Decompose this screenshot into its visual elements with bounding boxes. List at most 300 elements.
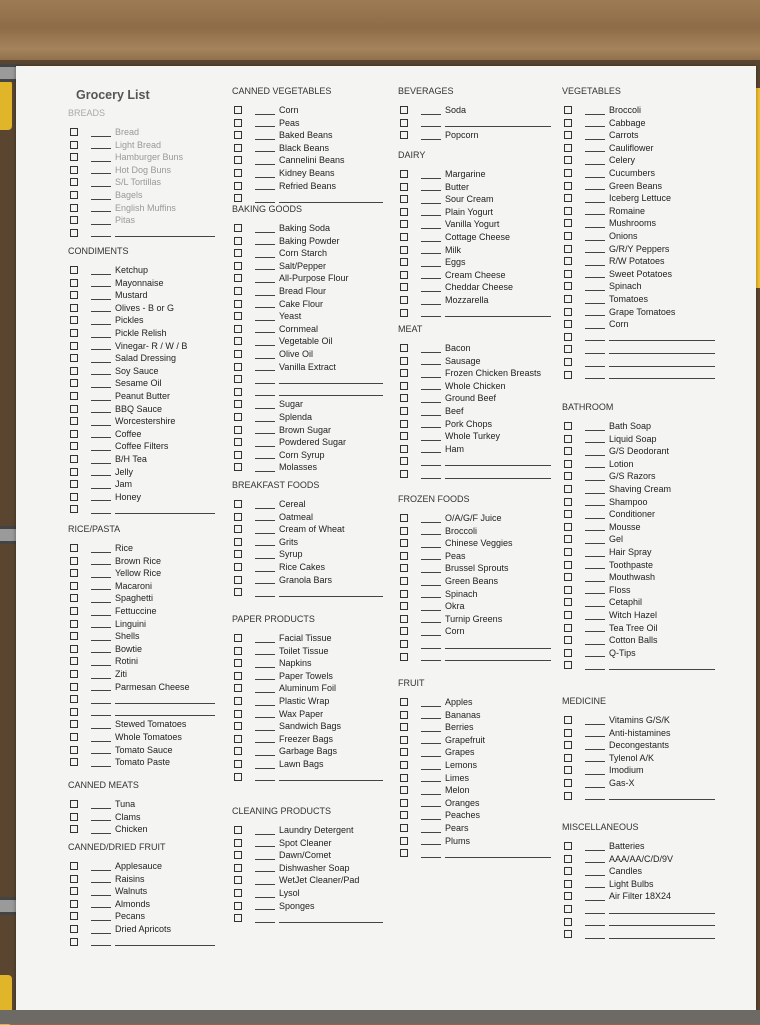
checkbox[interactable] bbox=[70, 405, 78, 413]
list-item bbox=[234, 310, 301, 322]
checkbox[interactable] bbox=[564, 661, 572, 669]
list-item bbox=[234, 142, 329, 154]
checkbox[interactable] bbox=[234, 588, 242, 596]
checkbox[interactable] bbox=[70, 557, 78, 565]
item-label: Syrup bbox=[279, 549, 303, 560]
quantity-blank bbox=[585, 510, 605, 519]
checkbox[interactable] bbox=[70, 708, 78, 716]
checkbox[interactable] bbox=[400, 774, 408, 782]
quantity-blank bbox=[585, 320, 605, 329]
checkbox[interactable] bbox=[234, 735, 242, 743]
checkbox[interactable] bbox=[564, 716, 572, 724]
checkbox[interactable] bbox=[70, 875, 78, 883]
checkbox[interactable] bbox=[400, 640, 408, 648]
checkbox[interactable] bbox=[564, 636, 572, 644]
item-label: Onions bbox=[609, 231, 638, 241]
item-label: Raisins bbox=[115, 873, 145, 884]
checkbox[interactable] bbox=[70, 758, 78, 766]
checkbox[interactable] bbox=[70, 316, 78, 324]
quantity-blank bbox=[91, 366, 111, 375]
item-label: Pickles bbox=[115, 315, 144, 326]
item-label: Plain Yogurt bbox=[445, 206, 494, 217]
checkbox[interactable] bbox=[70, 141, 78, 149]
checkbox[interactable] bbox=[234, 400, 242, 408]
quantity-blank bbox=[585, 156, 605, 165]
list-item bbox=[70, 227, 215, 239]
checkbox[interactable] bbox=[400, 208, 408, 216]
checkbox[interactable] bbox=[70, 862, 78, 870]
quantity-blank bbox=[421, 849, 441, 858]
checkbox[interactable] bbox=[400, 514, 408, 522]
checkbox[interactable] bbox=[70, 191, 78, 199]
checkbox[interactable] bbox=[564, 729, 572, 737]
list-item bbox=[400, 392, 496, 404]
checkbox[interactable] bbox=[234, 262, 242, 270]
checkbox[interactable] bbox=[564, 766, 572, 774]
checkbox[interactable] bbox=[564, 232, 572, 240]
checkbox[interactable] bbox=[564, 131, 572, 139]
checkbox[interactable] bbox=[564, 905, 572, 913]
checkbox[interactable] bbox=[400, 309, 408, 317]
checkbox[interactable] bbox=[234, 106, 242, 114]
checkbox[interactable] bbox=[564, 182, 572, 190]
checkbox[interactable] bbox=[70, 657, 78, 665]
checkbox[interactable] bbox=[234, 363, 242, 371]
checkbox[interactable] bbox=[70, 367, 78, 375]
checkbox[interactable] bbox=[70, 354, 78, 362]
list-item bbox=[564, 356, 715, 368]
list-item bbox=[564, 445, 669, 457]
checkbox[interactable] bbox=[234, 249, 242, 257]
checkbox[interactable] bbox=[70, 229, 78, 237]
checkbox[interactable] bbox=[234, 697, 242, 705]
blank-write-in-line bbox=[609, 358, 715, 367]
list-item bbox=[70, 340, 187, 352]
checkbox[interactable] bbox=[400, 470, 408, 478]
checkbox[interactable] bbox=[70, 430, 78, 438]
list-item bbox=[70, 478, 132, 490]
checkbox[interactable] bbox=[234, 513, 242, 521]
checkbox[interactable] bbox=[70, 480, 78, 488]
checkbox[interactable] bbox=[70, 329, 78, 337]
checkbox[interactable] bbox=[564, 219, 572, 227]
section-heading: DAIRY bbox=[398, 150, 426, 160]
checkbox[interactable] bbox=[234, 451, 242, 459]
checkbox[interactable] bbox=[564, 573, 572, 581]
checkbox[interactable] bbox=[400, 357, 408, 365]
checkbox[interactable] bbox=[70, 505, 78, 513]
checkbox[interactable] bbox=[400, 296, 408, 304]
checkbox[interactable] bbox=[70, 645, 78, 653]
checkbox[interactable] bbox=[564, 472, 572, 480]
quantity-blank bbox=[91, 937, 111, 946]
checkbox[interactable] bbox=[70, 291, 78, 299]
item-label: Pitas bbox=[115, 215, 136, 226]
checkbox[interactable] bbox=[234, 388, 242, 396]
checkbox[interactable] bbox=[70, 166, 78, 174]
checkbox[interactable] bbox=[400, 698, 408, 706]
checkbox[interactable] bbox=[234, 747, 242, 755]
item-label: Whole Tomatoes bbox=[115, 732, 182, 742]
quantity-blank bbox=[421, 514, 441, 523]
checkbox[interactable] bbox=[234, 224, 242, 232]
checkbox[interactable] bbox=[564, 561, 572, 569]
list-item bbox=[70, 126, 139, 138]
checkbox[interactable] bbox=[564, 649, 572, 657]
checkbox[interactable] bbox=[564, 194, 572, 202]
quantity-blank bbox=[421, 577, 441, 586]
checkbox[interactable] bbox=[70, 825, 78, 833]
checkbox[interactable] bbox=[70, 632, 78, 640]
checkbox[interactable] bbox=[564, 842, 572, 850]
checkbox[interactable] bbox=[564, 144, 572, 152]
checkbox[interactable] bbox=[400, 615, 408, 623]
quantity-blank bbox=[91, 266, 111, 275]
checkbox[interactable] bbox=[564, 333, 572, 341]
checkbox[interactable] bbox=[70, 468, 78, 476]
checkbox[interactable] bbox=[564, 611, 572, 619]
checkbox[interactable] bbox=[400, 432, 408, 440]
checkbox[interactable] bbox=[400, 407, 408, 415]
checkbox[interactable] bbox=[234, 889, 242, 897]
checkbox[interactable] bbox=[564, 460, 572, 468]
checkbox[interactable] bbox=[234, 659, 242, 667]
checkbox[interactable] bbox=[70, 128, 78, 136]
checkbox[interactable] bbox=[70, 153, 78, 161]
item-label: Baking Soda bbox=[279, 223, 331, 233]
item-label: Cannelini Beans bbox=[279, 155, 345, 166]
checkbox[interactable] bbox=[234, 287, 242, 295]
item-label: Limes bbox=[445, 772, 470, 783]
checkbox[interactable] bbox=[70, 342, 78, 350]
checkbox[interactable] bbox=[400, 183, 408, 191]
checkbox[interactable] bbox=[70, 417, 78, 425]
checkbox[interactable] bbox=[70, 683, 78, 691]
checkbox[interactable] bbox=[564, 422, 572, 430]
checkbox[interactable] bbox=[234, 463, 242, 471]
checkbox[interactable] bbox=[564, 257, 572, 265]
list-item bbox=[400, 307, 551, 319]
checkbox[interactable] bbox=[400, 527, 408, 535]
item-label: Ketchup bbox=[115, 265, 149, 275]
checkbox[interactable] bbox=[400, 602, 408, 610]
item-label: Liquid Soap bbox=[609, 433, 657, 444]
checkbox[interactable] bbox=[70, 670, 78, 678]
checkbox[interactable] bbox=[70, 204, 78, 212]
checkbox[interactable] bbox=[234, 914, 242, 922]
item-label: Turnip Greens bbox=[445, 613, 503, 624]
checkbox[interactable] bbox=[400, 258, 408, 266]
checkbox[interactable] bbox=[70, 379, 78, 387]
checkbox[interactable] bbox=[70, 266, 78, 274]
section-heading: CANNED VEGETABLES bbox=[232, 86, 332, 96]
checkbox[interactable] bbox=[70, 887, 78, 895]
checkbox[interactable] bbox=[234, 563, 242, 571]
checkbox[interactable] bbox=[564, 754, 572, 762]
checkbox[interactable] bbox=[400, 824, 408, 832]
checkbox[interactable] bbox=[234, 182, 242, 190]
checkbox[interactable] bbox=[234, 375, 242, 383]
checkbox[interactable] bbox=[564, 867, 572, 875]
checkbox[interactable] bbox=[400, 382, 408, 390]
checkbox[interactable] bbox=[564, 156, 572, 164]
list-item bbox=[564, 331, 715, 343]
quantity-blank bbox=[255, 143, 275, 152]
checkbox[interactable] bbox=[234, 647, 242, 655]
checkbox[interactable] bbox=[400, 811, 408, 819]
checkbox[interactable] bbox=[564, 371, 572, 379]
checkbox[interactable] bbox=[400, 119, 408, 127]
checkbox[interactable] bbox=[234, 839, 242, 847]
checkbox[interactable] bbox=[400, 445, 408, 453]
checkbox[interactable] bbox=[70, 607, 78, 615]
checkbox[interactable] bbox=[564, 169, 572, 177]
list-item bbox=[234, 117, 300, 129]
checkbox[interactable] bbox=[400, 369, 408, 377]
checkbox[interactable] bbox=[564, 435, 572, 443]
checkbox[interactable] bbox=[564, 535, 572, 543]
checkbox[interactable] bbox=[564, 485, 572, 493]
checkbox[interactable] bbox=[70, 900, 78, 908]
quantity-blank bbox=[91, 140, 111, 149]
quantity-blank bbox=[255, 287, 275, 296]
checkbox[interactable] bbox=[564, 106, 572, 114]
item-label: Berries bbox=[445, 722, 474, 733]
checkbox[interactable] bbox=[234, 634, 242, 642]
checkbox[interactable] bbox=[400, 711, 408, 719]
checkbox[interactable] bbox=[400, 723, 408, 731]
checkbox[interactable] bbox=[400, 131, 408, 139]
checkbox[interactable] bbox=[564, 779, 572, 787]
checkbox[interactable] bbox=[400, 539, 408, 547]
item-label: Fettuccine bbox=[115, 606, 157, 616]
item-label: Walnuts bbox=[115, 886, 148, 897]
checkbox[interactable] bbox=[400, 577, 408, 585]
blank-write-in-line bbox=[445, 457, 551, 466]
checkbox[interactable] bbox=[400, 420, 408, 428]
checkbox[interactable] bbox=[234, 760, 242, 768]
checkbox[interactable] bbox=[564, 548, 572, 556]
list-item bbox=[400, 193, 494, 205]
checkbox[interactable] bbox=[400, 653, 408, 661]
checkbox[interactable] bbox=[234, 144, 242, 152]
checkbox[interactable] bbox=[70, 813, 78, 821]
checkbox[interactable] bbox=[564, 741, 572, 749]
checkbox[interactable] bbox=[234, 194, 242, 202]
checkbox[interactable] bbox=[400, 552, 408, 560]
checkbox[interactable] bbox=[564, 308, 572, 316]
checkbox[interactable] bbox=[234, 826, 242, 834]
checkbox[interactable] bbox=[564, 119, 572, 127]
checkbox[interactable] bbox=[234, 156, 242, 164]
checkbox[interactable] bbox=[400, 564, 408, 572]
checkbox[interactable] bbox=[564, 792, 572, 800]
checkbox[interactable] bbox=[400, 195, 408, 203]
list-item bbox=[234, 682, 336, 694]
checkbox[interactable] bbox=[400, 457, 408, 465]
checkbox[interactable] bbox=[400, 220, 408, 228]
checkbox[interactable] bbox=[70, 938, 78, 946]
item-label: AAA/AA/C/D/9V bbox=[609, 853, 674, 864]
checkbox[interactable] bbox=[70, 392, 78, 400]
checkbox[interactable] bbox=[564, 320, 572, 328]
checkbox[interactable] bbox=[70, 733, 78, 741]
checkbox[interactable] bbox=[564, 498, 572, 506]
checkbox[interactable] bbox=[400, 106, 408, 114]
list-item bbox=[234, 461, 317, 473]
item-label: Corn Syrup bbox=[279, 449, 325, 460]
checkbox[interactable] bbox=[234, 131, 242, 139]
checkbox[interactable] bbox=[400, 233, 408, 241]
blank-write-in-line bbox=[609, 930, 715, 939]
list-item bbox=[564, 496, 648, 508]
checkbox[interactable] bbox=[564, 586, 572, 594]
checkbox[interactable] bbox=[400, 170, 408, 178]
checkbox[interactable] bbox=[564, 523, 572, 531]
checkbox[interactable] bbox=[400, 246, 408, 254]
checkbox[interactable] bbox=[234, 300, 242, 308]
item-label: Cake Flour bbox=[279, 298, 324, 309]
checkbox[interactable] bbox=[400, 271, 408, 279]
checkbox[interactable] bbox=[564, 930, 572, 938]
checkbox[interactable] bbox=[234, 773, 242, 781]
quantity-blank bbox=[255, 425, 275, 434]
checkbox[interactable] bbox=[234, 576, 242, 584]
item-label: Hair Spray bbox=[609, 547, 652, 557]
checkbox[interactable] bbox=[400, 627, 408, 635]
item-label: Popcorn bbox=[445, 130, 479, 141]
checkbox[interactable] bbox=[564, 447, 572, 455]
item-label: Cereal bbox=[279, 499, 306, 509]
quantity-blank bbox=[585, 585, 605, 594]
checkbox[interactable] bbox=[400, 761, 408, 769]
checkbox[interactable] bbox=[234, 438, 242, 446]
quantity-blank bbox=[585, 892, 605, 901]
checkbox[interactable] bbox=[400, 283, 408, 291]
checkbox[interactable] bbox=[70, 695, 78, 703]
checkbox[interactable] bbox=[70, 544, 78, 552]
checkbox[interactable] bbox=[70, 279, 78, 287]
checkbox[interactable] bbox=[564, 918, 572, 926]
checkbox[interactable] bbox=[564, 624, 572, 632]
quantity-blank bbox=[91, 887, 111, 896]
checkbox[interactable] bbox=[234, 426, 242, 434]
checkbox[interactable] bbox=[400, 786, 408, 794]
checkbox[interactable] bbox=[234, 550, 242, 558]
checkbox[interactable] bbox=[564, 598, 572, 606]
checkbox[interactable] bbox=[400, 748, 408, 756]
checkbox[interactable] bbox=[234, 672, 242, 680]
checkbox[interactable] bbox=[564, 855, 572, 863]
checkbox[interactable] bbox=[70, 925, 78, 933]
checkbox[interactable] bbox=[564, 892, 572, 900]
checkbox[interactable] bbox=[234, 312, 242, 320]
checkbox[interactable] bbox=[234, 538, 242, 546]
checkbox[interactable] bbox=[564, 282, 572, 290]
checkbox[interactable] bbox=[234, 902, 242, 910]
checkbox[interactable] bbox=[70, 178, 78, 186]
checkbox[interactable] bbox=[70, 720, 78, 728]
quantity-blank bbox=[421, 564, 441, 573]
checkbox[interactable] bbox=[234, 722, 242, 730]
checkbox[interactable] bbox=[70, 594, 78, 602]
checkbox[interactable] bbox=[564, 510, 572, 518]
checkbox[interactable] bbox=[70, 620, 78, 628]
checkbox[interactable] bbox=[70, 216, 78, 224]
checkbox[interactable] bbox=[70, 455, 78, 463]
checkbox[interactable] bbox=[234, 274, 242, 282]
checkbox[interactable] bbox=[234, 169, 242, 177]
checkbox[interactable] bbox=[70, 569, 78, 577]
checkbox[interactable] bbox=[234, 876, 242, 884]
checkbox[interactable] bbox=[234, 237, 242, 245]
checkbox[interactable] bbox=[234, 684, 242, 692]
checkbox[interactable] bbox=[564, 345, 572, 353]
quantity-blank bbox=[91, 291, 111, 300]
checkbox[interactable] bbox=[400, 394, 408, 402]
checkbox[interactable] bbox=[70, 493, 78, 501]
checkbox[interactable] bbox=[400, 344, 408, 352]
list-item bbox=[70, 214, 135, 226]
quantity-blank bbox=[91, 191, 111, 200]
checkbox[interactable] bbox=[70, 582, 78, 590]
checkbox[interactable] bbox=[400, 736, 408, 744]
checkbox[interactable] bbox=[234, 413, 242, 421]
list-item bbox=[400, 809, 480, 821]
checkbox[interactable] bbox=[234, 500, 242, 508]
list-item bbox=[564, 878, 654, 890]
checkbox[interactable] bbox=[564, 245, 572, 253]
checkbox[interactable] bbox=[400, 590, 408, 598]
list-item bbox=[70, 681, 190, 693]
item-label: Clams bbox=[115, 811, 141, 822]
checkbox[interactable] bbox=[70, 800, 78, 808]
list-item bbox=[564, 458, 634, 470]
checkbox[interactable] bbox=[234, 851, 242, 859]
checkbox[interactable] bbox=[564, 270, 572, 278]
checkbox[interactable] bbox=[234, 864, 242, 872]
checkbox[interactable] bbox=[400, 799, 408, 807]
list-item bbox=[400, 231, 510, 243]
checkbox[interactable] bbox=[234, 350, 242, 358]
checkbox[interactable] bbox=[564, 207, 572, 215]
checkbox[interactable] bbox=[70, 912, 78, 920]
checkbox[interactable] bbox=[234, 325, 242, 333]
checkbox[interactable] bbox=[400, 849, 408, 857]
checkbox[interactable] bbox=[234, 525, 242, 533]
list-item bbox=[564, 369, 715, 381]
item-label: Cucumbers bbox=[609, 168, 656, 178]
blank-write-in-line bbox=[445, 308, 551, 317]
quantity-blank bbox=[91, 492, 111, 501]
checkbox[interactable] bbox=[564, 880, 572, 888]
checkbox[interactable] bbox=[234, 337, 242, 345]
checkbox[interactable] bbox=[70, 304, 78, 312]
checkbox[interactable] bbox=[234, 119, 242, 127]
checkbox[interactable] bbox=[564, 295, 572, 303]
item-label: Worcestershire bbox=[115, 416, 176, 427]
checkbox[interactable] bbox=[70, 746, 78, 754]
item-label: Frozen Chicken Breasts bbox=[445, 368, 542, 379]
list-item bbox=[234, 129, 333, 141]
quantity-blank bbox=[91, 178, 111, 187]
quantity-blank bbox=[255, 512, 275, 521]
checkbox[interactable] bbox=[234, 710, 242, 718]
checkbox[interactable] bbox=[400, 837, 408, 845]
list-item bbox=[400, 651, 551, 663]
checkbox[interactable] bbox=[70, 442, 78, 450]
checkbox[interactable] bbox=[564, 358, 572, 366]
